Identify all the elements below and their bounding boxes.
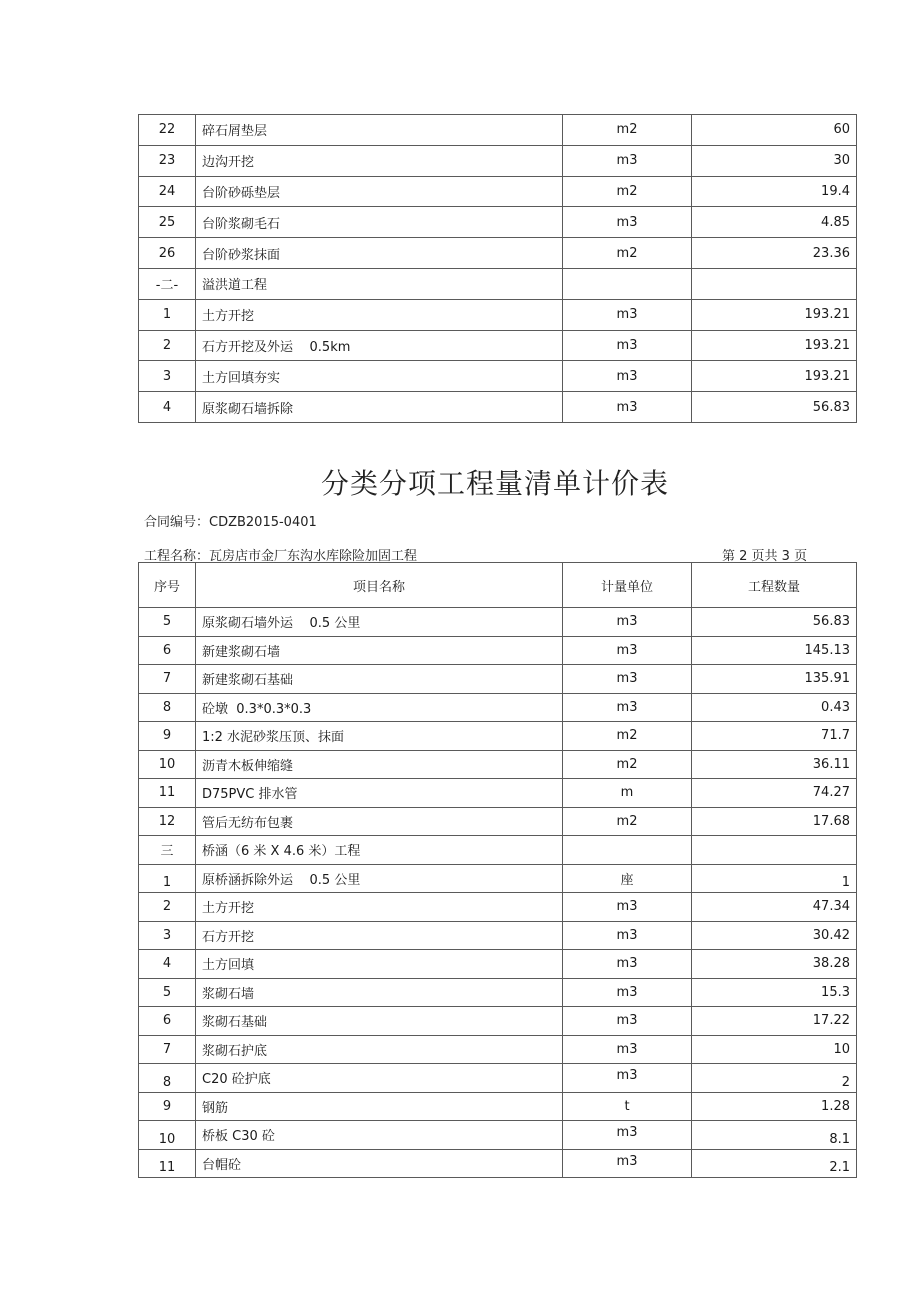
item-name: 台阶浆砌毛石 (196, 207, 563, 238)
table-header (139, 563, 857, 608)
row-number: 4 (139, 392, 196, 423)
table-row (139, 921, 857, 950)
quantity: 2 (692, 1064, 857, 1093)
section-row (139, 268, 857, 299)
row-number: 7 (139, 1035, 196, 1064)
quantity (692, 836, 857, 865)
table-row (139, 665, 857, 694)
quantity: 1 (692, 864, 857, 893)
item-name: 新建浆砌石基础 (196, 665, 563, 694)
section-name: 溢洪道工程 (196, 268, 563, 299)
item-name: 石方开挖及外运 0.5km (196, 330, 563, 361)
quantity: 15.3 (692, 978, 857, 1007)
item-name: 原浆砌石墙外运 0.5 公里 (196, 608, 563, 637)
row-number: 26 (139, 238, 196, 269)
quantity: 193.21 (692, 361, 857, 392)
unit: m3 (563, 1007, 692, 1036)
unit: m3 (563, 893, 692, 922)
unit: m2 (563, 722, 692, 751)
table-row (139, 1092, 857, 1121)
row-number: 10 (139, 750, 196, 779)
unit: 座 (563, 864, 692, 893)
unit: m3 (563, 361, 692, 392)
item-name: 土方回填 (196, 950, 563, 979)
quantity: 19.4 (692, 176, 857, 207)
quantity: 74.27 (692, 779, 857, 808)
row-number: 5 (139, 978, 196, 1007)
unit: m3 (563, 392, 692, 423)
quantity: 60 (692, 115, 857, 146)
item-name: 浆砌石墙 (196, 978, 563, 1007)
table-row (139, 361, 857, 392)
row-number: 8 (139, 1064, 196, 1093)
table-row (139, 330, 857, 361)
item-name: 边沟开挖 (196, 145, 563, 176)
quantity: 36.11 (692, 750, 857, 779)
unit: m3 (563, 665, 692, 694)
unit (563, 268, 692, 299)
item-name: 桥板 C30 砼 (196, 1121, 563, 1150)
row-number: 6 (139, 636, 196, 665)
item-name: 管后无纺布包裹 (196, 807, 563, 836)
unit: m (563, 779, 692, 808)
row-number: 1 (139, 864, 196, 893)
quantity: 56.83 (692, 392, 857, 423)
row-number: 9 (139, 1092, 196, 1121)
quantity: 0.43 (692, 693, 857, 722)
row-number: 12 (139, 807, 196, 836)
item-name: D75PVC 排水管 (196, 779, 563, 808)
unit: m3 (563, 693, 692, 722)
table-row (139, 1149, 857, 1178)
unit: m3 (563, 1035, 692, 1064)
row-number: 22 (139, 115, 196, 146)
item-name: C20 砼护底 (196, 1064, 563, 1093)
quantity: 17.22 (692, 1007, 857, 1036)
header-quantity: 工程数量 (692, 563, 857, 608)
quantity: 71.7 (692, 722, 857, 751)
quantity: 23.36 (692, 238, 857, 269)
table-row (139, 145, 857, 176)
quantity: 17.68 (692, 807, 857, 836)
table-row (139, 636, 857, 665)
quantity: 1.28 (692, 1092, 857, 1121)
item-name: 土方回填夯实 (196, 361, 563, 392)
item-name: 台阶砂砾垫层 (196, 176, 563, 207)
row-number: 1 (139, 299, 196, 330)
row-number: 2 (139, 330, 196, 361)
table-row (139, 392, 857, 423)
table-body (139, 608, 857, 1178)
table-row (139, 608, 857, 637)
item-name: 新建浆砌石墙 (196, 636, 563, 665)
table-row (139, 1035, 857, 1064)
unit (563, 836, 692, 865)
quantity: 56.83 (692, 608, 857, 637)
unit: m3 (563, 330, 692, 361)
quantity: 135.91 (692, 665, 857, 694)
item-name: 台阶砂浆抹面 (196, 238, 563, 269)
header-item-name: 项目名称 (196, 563, 563, 608)
table-body (139, 115, 857, 423)
row-number: 11 (139, 1149, 196, 1178)
table-row (139, 176, 857, 207)
row-number: 5 (139, 608, 196, 637)
quantity: 10 (692, 1035, 857, 1064)
quantity: 2.1 (692, 1149, 857, 1178)
row-number: 3 (139, 361, 196, 392)
item-name: 浆砌石基础 (196, 1007, 563, 1036)
row-number: 23 (139, 145, 196, 176)
row-number: 4 (139, 950, 196, 979)
table-row (139, 750, 857, 779)
page-indicator: 第 2 页共 3 页 (722, 549, 808, 564)
item-name: 原桥涵拆除外运 0.5 公里 (196, 864, 563, 893)
quantity-table (138, 562, 857, 1178)
item-name: 石方开挖 (196, 921, 563, 950)
item-name: 钢筋 (196, 1092, 563, 1121)
item-name: 浆砌石护底 (196, 1035, 563, 1064)
unit: m3 (563, 1064, 692, 1093)
item-name: 土方开挖 (196, 893, 563, 922)
row-number: 24 (139, 176, 196, 207)
unit: t (563, 1092, 692, 1121)
table-row (139, 864, 857, 893)
item-name: 沥青木板伸缩缝 (196, 750, 563, 779)
header-number: 序号 (139, 563, 196, 608)
item-name: 碎石屑垫层 (196, 115, 563, 146)
unit: m3 (563, 636, 692, 665)
section-number: 三 (139, 836, 196, 865)
row-number: 10 (139, 1121, 196, 1150)
row-number: 7 (139, 665, 196, 694)
item-name: 台帽砼 (196, 1149, 563, 1178)
table-row (139, 238, 857, 269)
table-row (139, 807, 857, 836)
item-name: 原浆砌石墙拆除 (196, 392, 563, 423)
quantity: 30 (692, 145, 857, 176)
section-row (139, 836, 857, 865)
unit: m3 (563, 145, 692, 176)
contract-number: 合同编号：CDZB2015-0401 (144, 515, 317, 530)
row-number: 9 (139, 722, 196, 751)
table-row (139, 1007, 857, 1036)
unit: m2 (563, 176, 692, 207)
row-number: 6 (139, 1007, 196, 1036)
project-name: 工程名称：瓦房店市金厂东沟水库除险加固工程 (144, 549, 418, 564)
section-name: 桥涵（6 米 X 4.6 米）工程 (196, 836, 563, 865)
unit: m2 (563, 807, 692, 836)
quantity: 30.42 (692, 921, 857, 950)
table-row (139, 893, 857, 922)
table-row (139, 1064, 857, 1093)
unit: m3 (563, 207, 692, 238)
unit: m3 (563, 978, 692, 1007)
unit: m3 (563, 1149, 692, 1178)
section-number: -二- (139, 268, 196, 299)
table-row (139, 693, 857, 722)
unit: m2 (563, 750, 692, 779)
quantity (692, 268, 857, 299)
quantity: 47.34 (692, 893, 857, 922)
item-name: 1:2 水泥砂浆压顶、抹面 (196, 722, 563, 751)
quantity: 8.1 (692, 1121, 857, 1150)
unit: m3 (563, 608, 692, 637)
table-row (139, 722, 857, 751)
header-unit: 计量单位 (563, 563, 692, 608)
item-name: 砼墩 0.3*0.3*0.3 (196, 693, 563, 722)
table-row (139, 299, 857, 330)
unit: m3 (563, 1121, 692, 1150)
quantity: 193.21 (692, 330, 857, 361)
unit: m3 (563, 921, 692, 950)
header-row (139, 563, 857, 608)
table-row (139, 207, 857, 238)
row-number: 11 (139, 779, 196, 808)
unit: m3 (563, 950, 692, 979)
quantity-table-continued (138, 114, 857, 423)
table-row (139, 779, 857, 808)
quantity: 193.21 (692, 299, 857, 330)
unit: m3 (563, 299, 692, 330)
table-row (139, 1121, 857, 1150)
quantity: 38.28 (692, 950, 857, 979)
item-name: 土方开挖 (196, 299, 563, 330)
quantity: 145.13 (692, 636, 857, 665)
row-number: 25 (139, 207, 196, 238)
table-row (139, 950, 857, 979)
table-row (139, 978, 857, 1007)
row-number: 8 (139, 693, 196, 722)
unit: m2 (563, 238, 692, 269)
page-title: 分类分项工程量清单计价表 (320, 467, 669, 500)
row-number: 2 (139, 893, 196, 922)
unit: m2 (563, 115, 692, 146)
quantity: 4.85 (692, 207, 857, 238)
row-number: 3 (139, 921, 196, 950)
table-row (139, 115, 857, 146)
